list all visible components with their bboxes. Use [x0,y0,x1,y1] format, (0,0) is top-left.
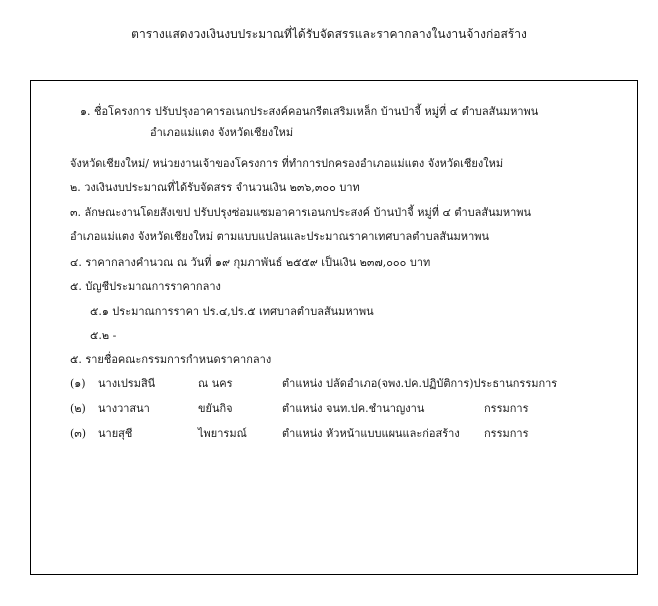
committee-number: (๓) [70,427,87,440]
committee-first-name: นางวาสนา [98,402,150,415]
committee-last-name: ไพยารมณ์ [198,427,247,440]
project-scope-line2: อำเภอแม่แตง จังหวัดเชียงใหม่ ตามแบบแปลนและประมาณราคาเทศบาลตำบลสันมหาพน [70,230,490,243]
project-name-line1: ๑. ชื่อโครงการ ปรับปรุงอาคารอเนกประสงค์คอนกรีตเสริมเหล็ก บ้านป่าจี้ หมู่ที่ ๔ ตำบลสันมหาพน [80,105,539,118]
committee-first-name: นายสุชี [98,427,133,440]
project-agency: จังหวัดเชียงใหม่/ หน่วยงานเจ้าของโครงการ ที่ทำการปกครองอำเภอแม่แตง จังหวัดเชียงใหม่ [70,157,504,170]
price-list-item-1: ๕.๑ ประมาณการราคา ปร.๔,ปร.๕ เทศบาลตำบลสันมหาพน [90,305,374,318]
project-scope-line1: ๓. ลักษณะงานโดยสังเขป ปรับปรุงซ่อมแซมอาคารเอนกประสงค์ บ้านป่าจี้ หมู่ที่ ๔ ตำบลสันมหาพน [70,206,532,219]
committee-role: กรรมการ [484,402,529,415]
committee-heading: ๕. รายชื่อคณะกรรมการกำหนดราคากลาง [70,353,272,366]
committee-last-name: ขยันกิจ [198,402,233,415]
price-list-item-2: ๕.๒ - [90,329,117,342]
project-budget: ๒. วงเงินงบประมาณที่ได้รับจัดสรร จำนวนเงิน ๒๓๖,๓๐๐ บาท [70,181,360,194]
content-frame [30,80,638,575]
project-name-line2: อำเภอแม่แตง จังหวัดเชียงใหม่ [150,126,294,139]
committee-first-name: นางเปรมสินี [98,377,156,390]
committee-position: ตำแหน่ง หัวหน้าแบบแผนและก่อสร้าง [282,427,460,440]
document-title: ตารางแสดงวงเงินงบประมาณที่ได้รับจัดสรรและราคากลางในงานจ้างก่อสร้าง [131,27,527,41]
committee-position: ตำแหน่ง จนท.ปค.ชำนาญงาน [282,402,425,415]
committee-last-name: ณ นคร [198,377,233,390]
price-list-heading: ๕. บัญชีประมาณการราคากลาง [70,280,221,293]
committee-position: ตำแหน่ง ปลัดอำเภอ(จพง.ปค.ปฏิบัติการ)ประธานกรรมการ [282,377,558,390]
committee-number: (๒) [70,402,86,415]
median-price: ๔. ราคากลางคำนวณ ณ วันที่ ๑๙ กุมภาพันธ์ ๒๕๕๙ เป็นเงิน ๒๓๗,๐๐๐ บาท [70,256,431,269]
committee-number: (๑) [70,377,86,390]
committee-role: กรรมการ [484,427,529,440]
